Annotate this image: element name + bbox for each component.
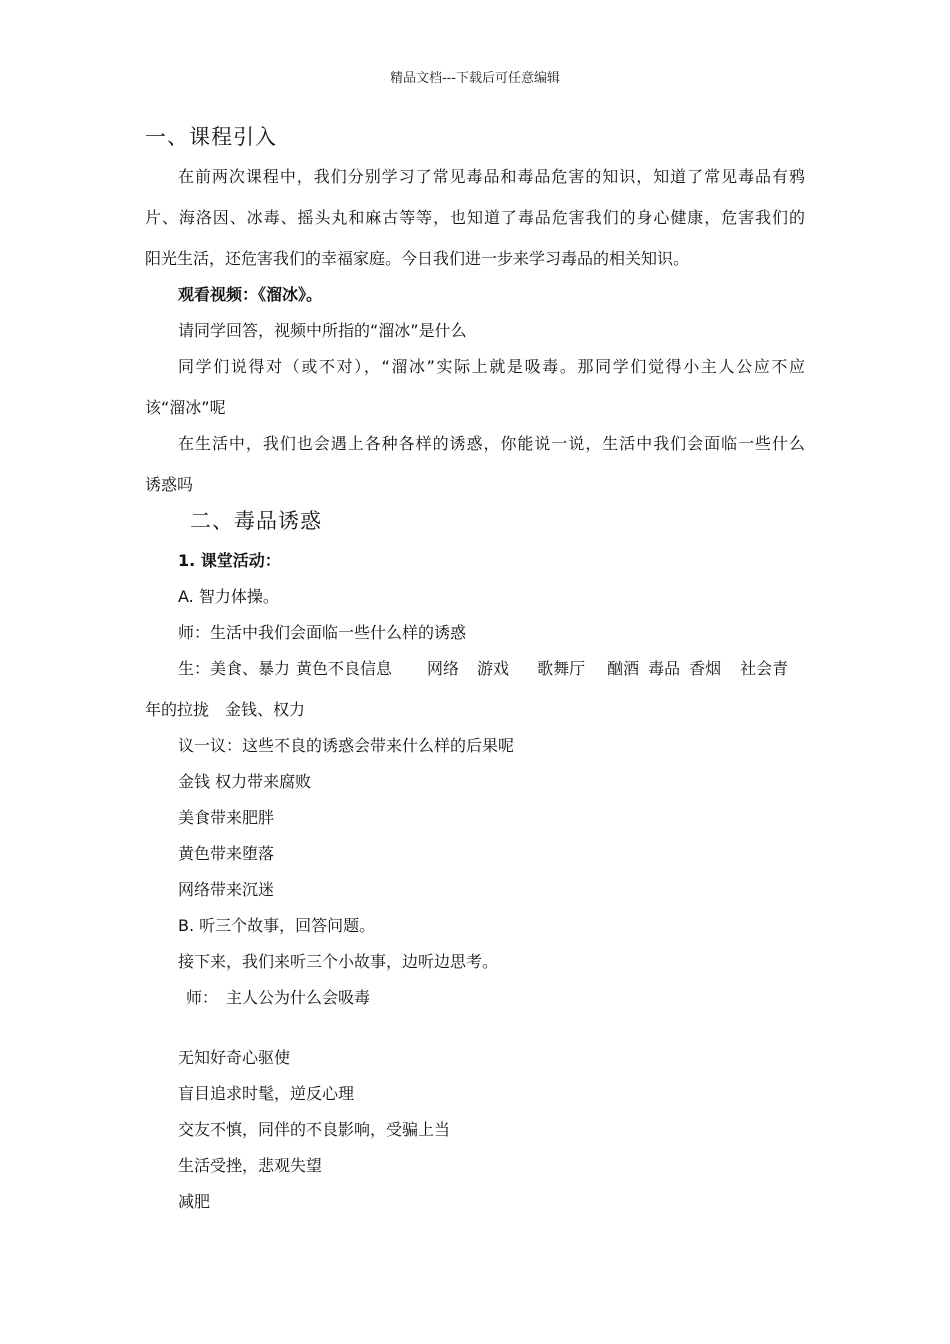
reason-item: 减肥 (178, 1192, 211, 1211)
paragraph-line: 该“溜冰”呢 (145, 398, 226, 417)
consequence-item: 金钱 权力带来腐败 (178, 772, 312, 791)
student-answer-line: 年的拉拢 金钱、权力 (145, 700, 306, 719)
paragraph-line: 阳光生活，还危害我们的幸福家庭。今日我们进一步来学习毒品的相关知识。 (145, 249, 690, 268)
answer-item: 游戏 (477, 659, 510, 678)
paragraph-line: 在生活中，我们也会遇上各种各样的诱惑，你能说一说，生活中我们会面临一些什么 (178, 434, 805, 453)
stories-intro: 接下来，我们来听三个小故事，边听边思考。 (178, 952, 499, 971)
answer-item: 黄色不良信息 (296, 659, 393, 678)
section-heading-course-intro: 一、课程引入 (145, 125, 277, 149)
reason-item: 交友不慎，同伴的不良影响，受骗上当 (178, 1120, 451, 1139)
answer-item: 酗酒 (607, 659, 640, 678)
reason-item: 生活受挫，悲观失望 (178, 1156, 323, 1175)
video-title: 观看视频：《溜冰》。 (178, 285, 323, 304)
consequence-item: 网络带来沉迷 (178, 880, 275, 899)
answer-item: 生：美食、暴力 (178, 659, 291, 678)
activity-item-b: B. 听三个故事，回答问题。 (178, 916, 376, 935)
answer-item: 香烟 (689, 659, 722, 678)
reason-item: 盲目追求时髦，逆反心理 (178, 1084, 355, 1103)
section-heading-drug-temptation: 二、毒品诱惑 (190, 509, 322, 533)
paragraph-line: 同学们说得对（或不对），“溜冰”实际上就是吸毒。那同学们觉得小主人公应不应 (178, 357, 805, 376)
paragraph-line: 片、海洛因、冰毒、摇头丸和麻古等等，也知道了毒品危害我们的身心健康，危害我们的 (145, 208, 805, 227)
discuss-prompt: 议一议：这些不良的诱惑会带来什么样的后果呢 (178, 736, 515, 755)
reason-item: 无知好奇心驱使 (178, 1048, 291, 1067)
paragraph-line: 诱惑吗 (145, 475, 194, 494)
teacher-question: 师：生活中我们会面临一些什么样的诱惑 (178, 623, 467, 642)
consequence-item: 美食带来肥胖 (178, 808, 275, 827)
student-answer-line (178, 658, 805, 680)
answer-item: 网络 (427, 659, 460, 678)
page-header: 精品文档---下载后可任意编辑 (389, 71, 561, 86)
answer-item: 歌舞厅 (537, 659, 586, 678)
paragraph-line: 在前两次课程中，我们分别学习了常见毒品和毒品危害的知识，知道了常见毒品有鸦 (178, 167, 805, 186)
activity-item-a: A. 智力体操。 (178, 587, 279, 606)
teacher-question: 师： 主人公为什么会吸毒 (186, 988, 371, 1007)
question-line: 请同学回答，视频中所指的“溜冰”是什么 (178, 321, 467, 340)
consequence-item: 黄色带来堕落 (178, 844, 275, 863)
activity-title: 1. 课堂活动： (178, 551, 281, 570)
answer-item: 毒品 (648, 659, 681, 678)
answer-item: 社会青 (740, 659, 789, 678)
